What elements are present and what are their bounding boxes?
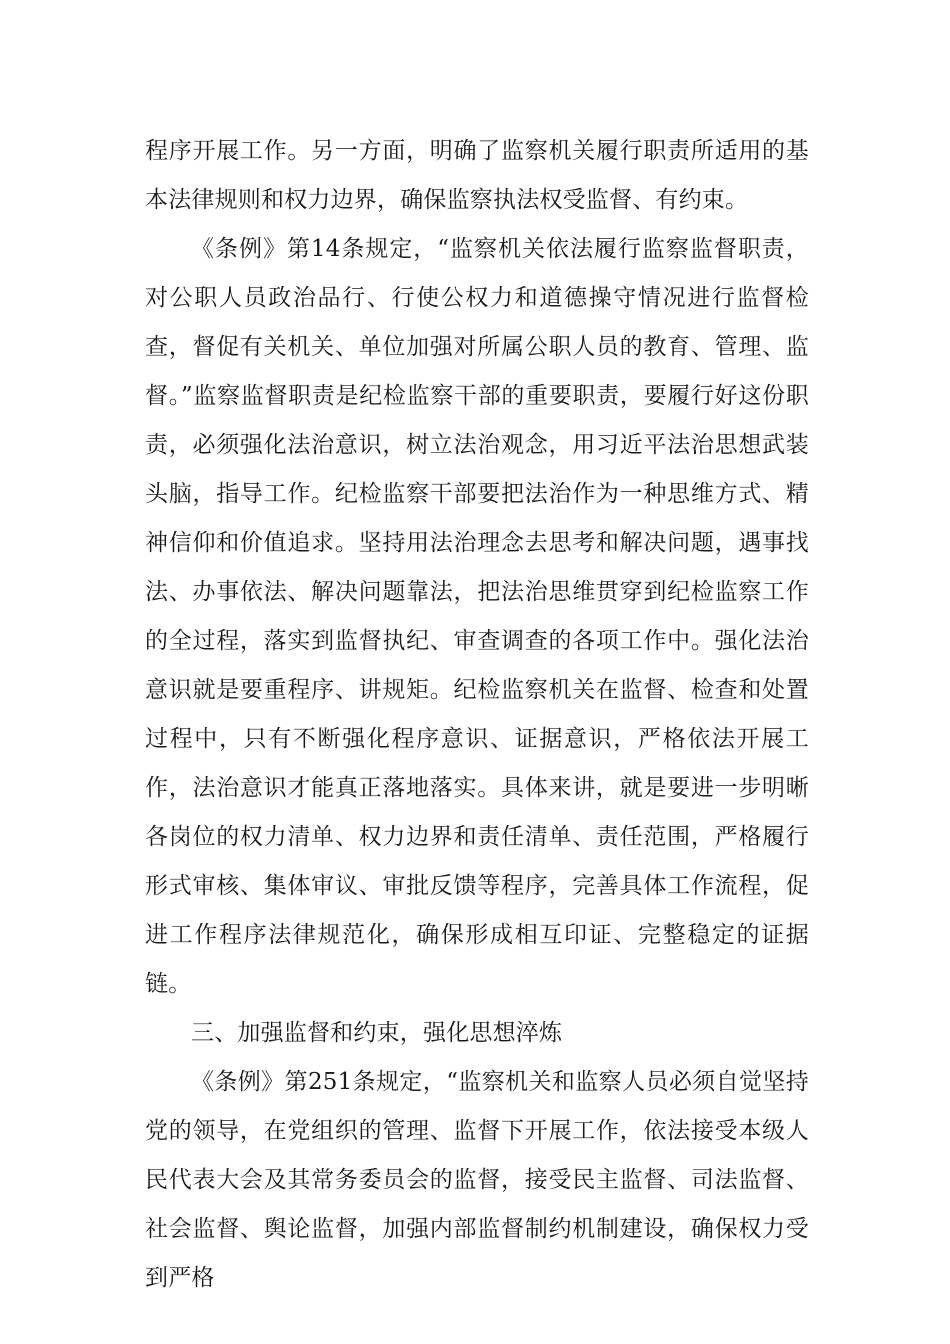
paragraph-continuation: 程序开展工作。另一方面，明确了监察机关履行职责所适用的基本法律规则和权力边界，确保监察执法权受监督、有约束。: [145, 138, 809, 213]
section-heading: 三、加强监督和约束，强化思想淬炼: [191, 1020, 563, 1046]
document-body: [145, 127, 809, 1303]
paragraph-article-251: 《条例》第251条规定，“监察机关和监察人员必须自觉坚持党的领导，在党组织的管理、监督下开展工作，依法接受本级人民代表大会及其常务委员会的监督，接受民主监督、司法监督、社会监督、舆论监督，加强内部监督制约机制建设，确保权力受到严格: [145, 1069, 809, 1291]
paragraph-article-14: 《条例》第14条规定，“监察机关依法履行监察监督职责，对公职人员政治品行、行使公权力和道德操守情况进行监督检查，督促有关机关、单位加强对所属公职人员的教育、管理、监督。”监察监督职责是纪检监察干部的重要职责，要履行好这份职责，必须强化法治意识，树立法治观念，用习近平法治思想武装头脑，指导工作。纪检监察干部要把法治作为一种思维方式、精神信仰和价值追求。坚持用法治理念去思考和解决问题，遇事找法、办事依法、解决问题靠法，把法治思维贯穿到纪检监察工作的全过程，落实到监督执纪、审查调查的各项工作中。强化法治意识就是要重程序、讲规矩。纪检监察机关在监督、检查和处置过程中，只有不断强化程序意识、证据意识，严格依法开展工作，法治意识才能真正落地落实。具体来讲，就是要进一步明晰各岗位的权力清单、权力边界和责任清单、责任范围，严格履行形式审核、集体审议、审批反馈等程序，完善具体工作流程，促进工作程序法律规范化，确保形成相互印证、完整稳定的证据链。: [145, 236, 809, 997]
